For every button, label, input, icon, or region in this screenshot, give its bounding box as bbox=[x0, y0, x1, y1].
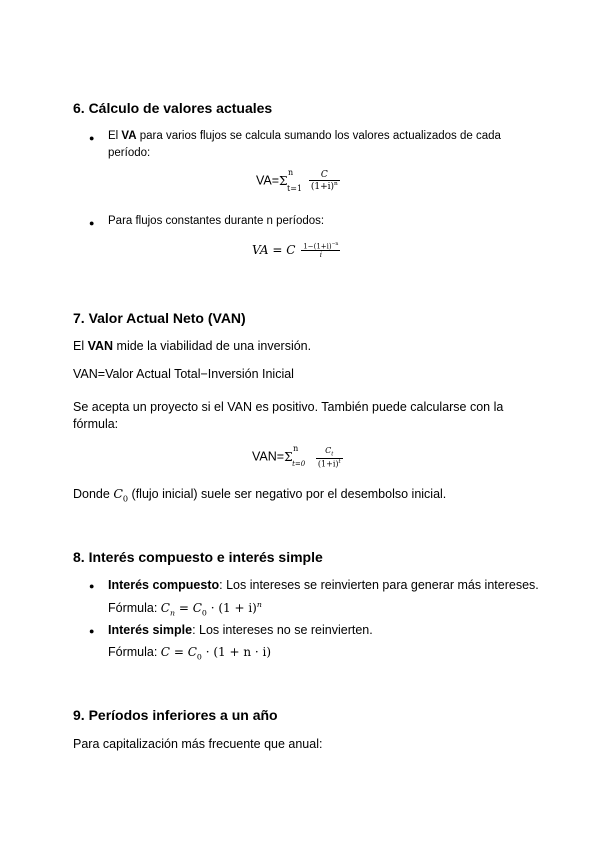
formula-van: VAN=Σ n t=0 $\frac{C_t}{(1+i)^t}$ bbox=[252, 443, 341, 469]
s7-p3-line2: fórmula: bbox=[73, 417, 119, 431]
bullet-icon: ● bbox=[89, 218, 95, 228]
s7-p3-line1: Se acepta un proyecto si el VAN es positivo. También puede calcularse con la bbox=[73, 400, 504, 414]
s9-p1: Para capitalización más frecuente que anual: bbox=[73, 737, 323, 751]
bullet-icon: ● bbox=[89, 581, 95, 591]
section-8-heading: 8. Interés compuesto e interés simple bbox=[73, 549, 323, 565]
s6-bullet1: El VA para varios flujos se calcula sumando los valores actualizados de cada bbox=[108, 130, 501, 142]
section-6-heading: 6. Cálculo de valores actuales bbox=[73, 100, 273, 116]
bullet-icon: ● bbox=[89, 133, 95, 143]
section-9-heading: 9. Períodos inferiores a un año bbox=[73, 707, 278, 723]
s8-bullet2: Interés simple: Los intereses no se reinvierten. bbox=[108, 623, 373, 637]
s6-bullet1-line2: período: bbox=[108, 147, 151, 159]
formula-va-sum: VA=Σ n t=1 $\frac{C}{(1+i)^n}$ bbox=[256, 167, 338, 193]
s7-p1: El VAN mide la viabilidad de una inversión. bbox=[73, 339, 312, 353]
section-7-heading: 7. Valor Actual Neto (VAN) bbox=[73, 310, 246, 326]
s8-formula-simple: Fórmula: $C = C_0 \cdot (1 + n \cdot i)$ bbox=[108, 645, 272, 662]
s7-p2: VAN=Valor Actual Total−Inversión Inicial bbox=[73, 367, 294, 381]
s8-bullet1: Interés compuesto: Los intereses se reinvierten para generar más intereses. bbox=[108, 578, 539, 592]
formula-va-constant: VA = C $\frac{1-(1+i)^{-n}}{i}$ bbox=[252, 242, 339, 260]
s6-bullet2: Para flujos constantes durante n períodos: bbox=[108, 215, 325, 227]
s8-formula-compuesto: Fórmula: $C_n = C_0 \cdot (1 + i)^n$ bbox=[108, 600, 262, 618]
bullet-icon: ● bbox=[89, 626, 95, 636]
s7-p4: Donde $C_0$ (flujo inicial) suele ser negativo por el desembolso inicial. bbox=[73, 486, 447, 504]
